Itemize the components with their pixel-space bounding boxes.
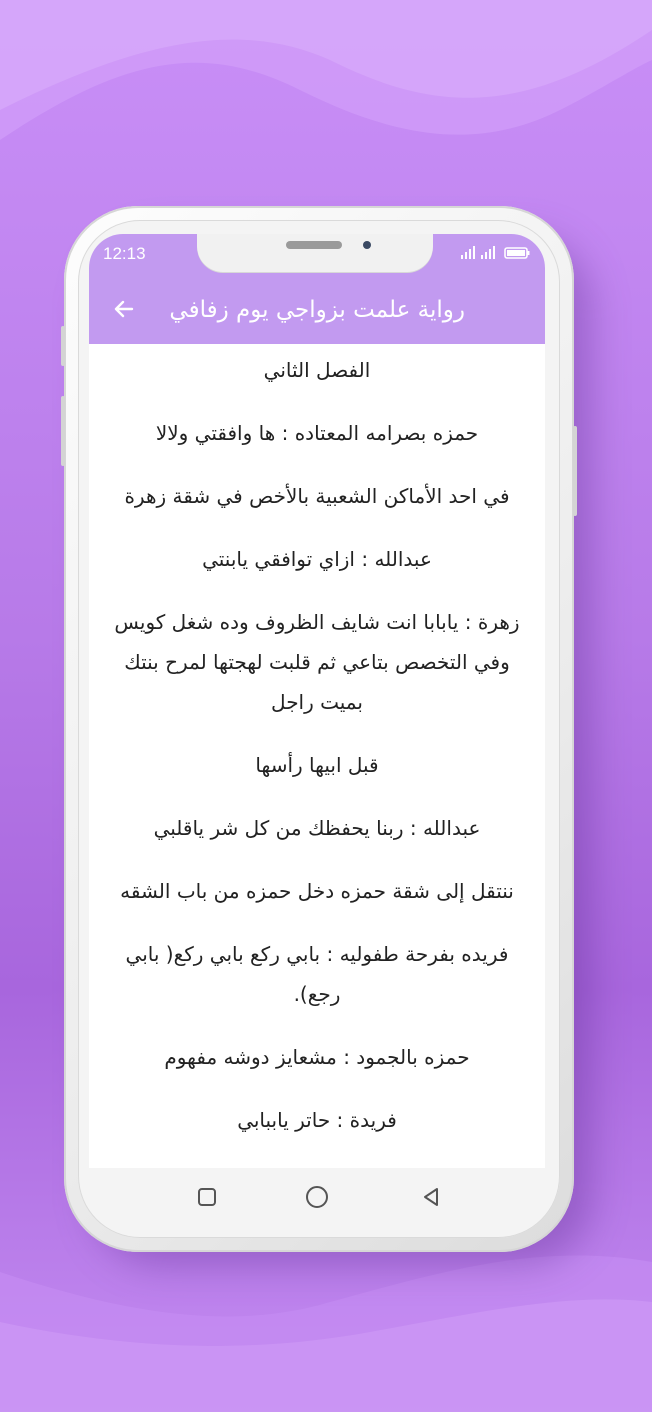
nav-back-button[interactable] xyxy=(417,1183,445,1211)
story-paragraph: ننتقل إلى شقة حمزه دخل حمزه من باب الشقه xyxy=(120,879,514,903)
phone-notch xyxy=(197,234,433,272)
story-text xyxy=(89,344,545,1134)
circle-icon xyxy=(304,1184,330,1210)
status-bar xyxy=(89,234,545,274)
story-paragraph: عبدالله : ازاي توافقي يابنتي xyxy=(202,547,432,571)
story-paragraph: حمزه بالجمود : مشعايز دوشه مفهوم xyxy=(164,1045,470,1069)
app-bar xyxy=(89,274,545,344)
arrow-left-icon xyxy=(112,297,136,321)
phone-side-button xyxy=(61,326,65,366)
story-paragraph: قبل ابيها رأسها xyxy=(255,753,379,777)
back-button[interactable] xyxy=(107,292,141,326)
story-paragraph: فريدة : حاتر ياببابي xyxy=(237,1108,397,1132)
story-paragraph: زهرة : يابابا انت شايف الظروف وده شغل كويس وفي التخصص بتاعي ثم قلبت لهجتها لمرح بنتك بميت راجل xyxy=(114,610,520,714)
story-paragraph: فريده بفرحة طفوليه : بابي ركع بابي ركع( بابي رجع). xyxy=(125,942,509,1006)
signal-battery-icons xyxy=(461,246,531,260)
phone-side-button xyxy=(61,396,65,466)
app-title: رواية علمت بزواجي يوم زفافي xyxy=(169,297,465,323)
square-icon xyxy=(196,1186,218,1208)
home-button[interactable] xyxy=(303,1183,331,1211)
story-paragraph: الفصل الثاني xyxy=(263,358,371,382)
story-paragraph: عبدالله : ربنا يحفظك من كل شر ياقلبي xyxy=(153,816,481,840)
recents-button[interactable] xyxy=(193,1183,221,1211)
story-paragraph: حمزه بصرامه المعتاده : ها وافقتي ولالا xyxy=(155,421,479,445)
phone-screen xyxy=(89,234,545,1168)
status-time: 12:13 xyxy=(103,244,146,263)
front-camera xyxy=(363,241,371,249)
phone-side-button xyxy=(573,426,577,516)
story-paragraph: في احد الأماكن الشعبية بالأخص في شقة زهرة xyxy=(124,484,510,508)
triangle-back-icon xyxy=(420,1186,442,1208)
speaker-grille xyxy=(286,241,342,249)
system-nav-bar xyxy=(89,1168,545,1226)
